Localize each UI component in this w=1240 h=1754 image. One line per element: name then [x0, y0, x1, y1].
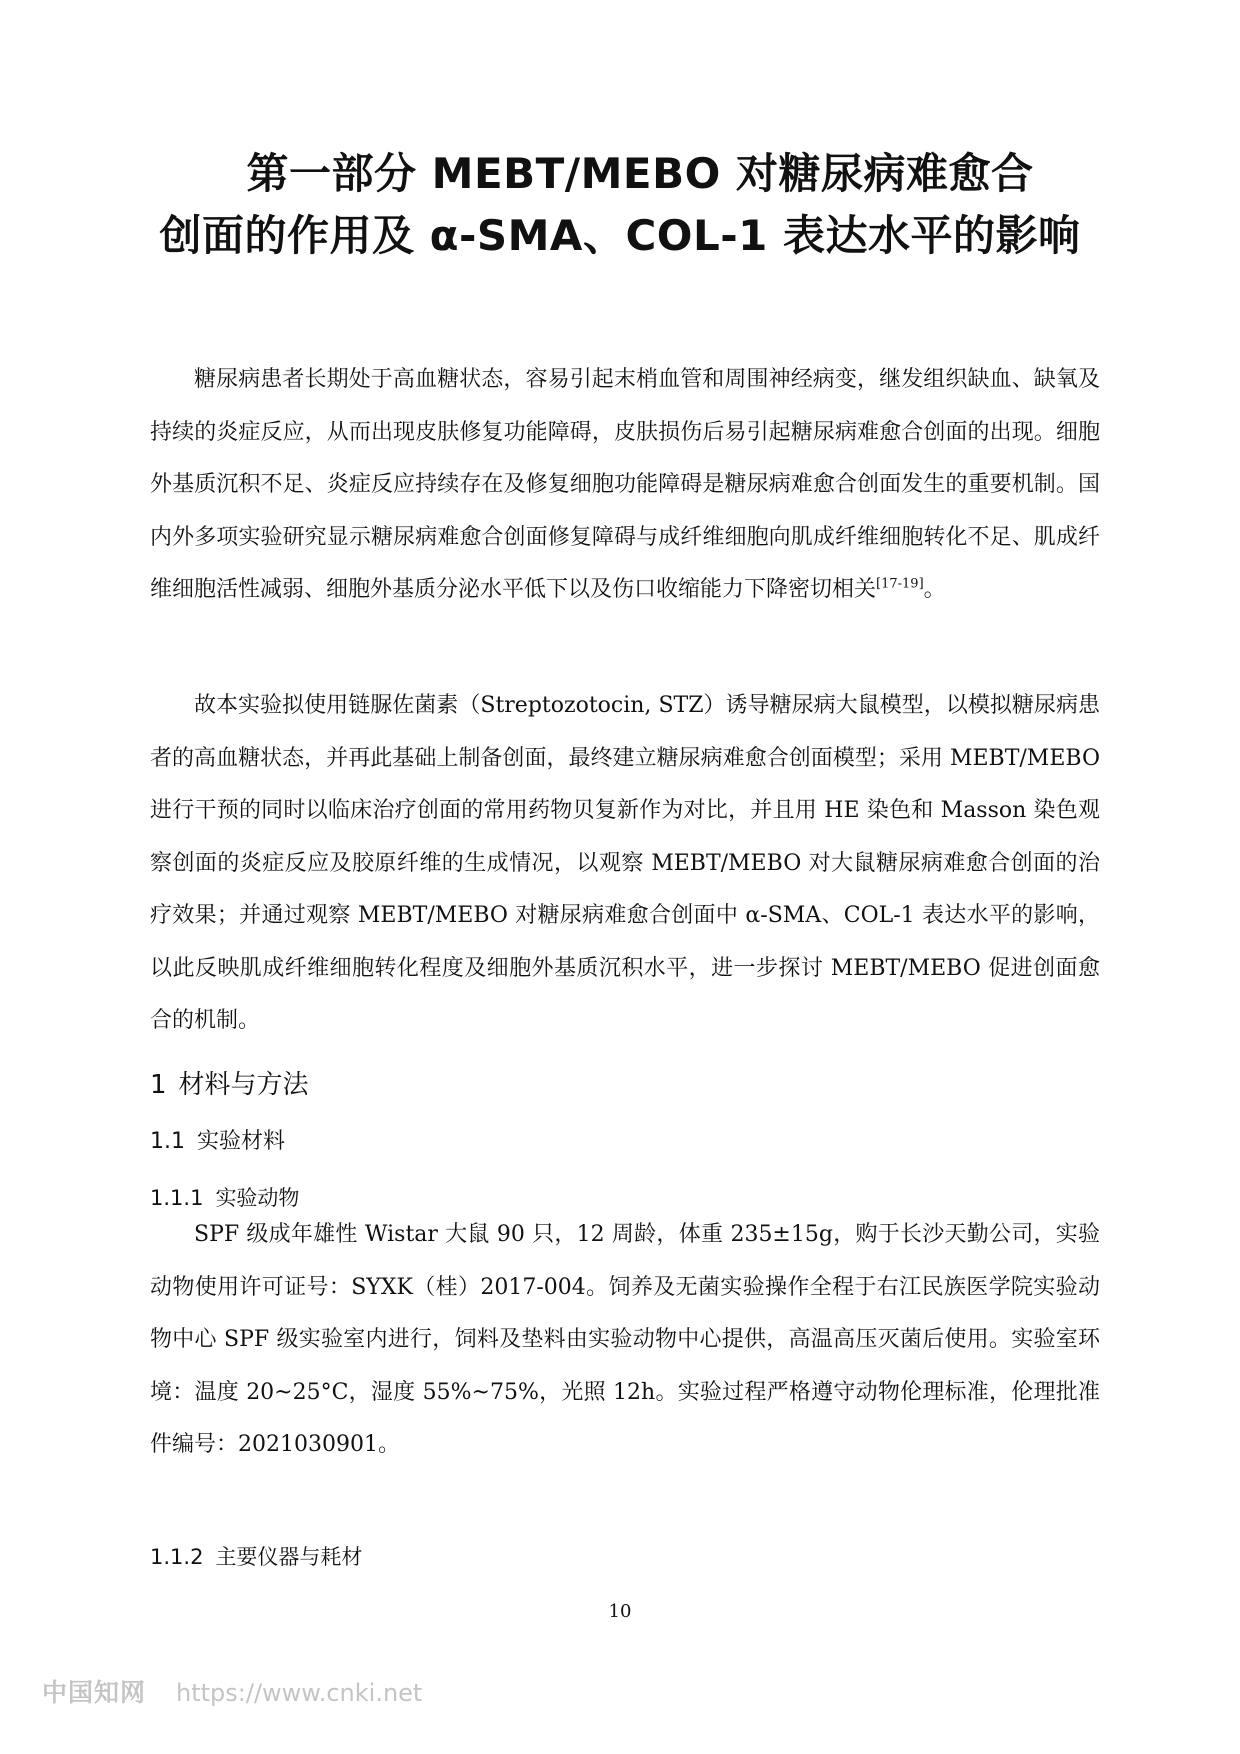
title-line-2: 创面的作用及 α-SMA、COL-1 表达水平的影响	[159, 211, 1081, 260]
section-number: 1.1.2	[150, 1545, 204, 1569]
intro-paragraph-1-end: 。	[923, 577, 946, 602]
watermark-url: https://www.cnki.net	[176, 1679, 423, 1707]
section-number: 1.1	[150, 1129, 185, 1154]
section-number: 1.1.1	[150, 1186, 204, 1210]
section-number: 1	[150, 1070, 167, 1100]
page-number: 10	[608, 1601, 632, 1622]
section-heading-1-1-2	[150, 1542, 362, 1572]
watermark-logo: 中国知网	[42, 1678, 147, 1707]
section-heading-1	[150, 1067, 309, 1103]
title-line-1: 第一部分 MEBT/MEBO 对糖尿病难愈合	[246, 149, 1034, 198]
cnki-watermark	[42, 1673, 422, 1709]
section-label: 材料与方法	[178, 1070, 309, 1100]
section-label: 主要仪器与耗材	[215, 1545, 363, 1569]
intro-paragraph-1-text: 糖尿病患者长期处于高血糖状态，容易引起末梢血管和周围神经病变，继发组织缺血、缺氧及持续的炎症反应，从而出现皮肤修复功能障碍，皮肤损伤后易引起糖尿病难愈合创面的出现。细胞外基质沉积不足、炎症反应持续存在及修复细胞功能障碍是糖尿病难愈合创面发生的重要机制。国内外多项实验研究显示糖尿病难愈合创面修复障碍与成纤维细胞向肌成纤维细胞转化不足、肌成纤维细胞活性减弱、细胞外基质分泌水平低下以及伤口收缩能力下降密切相关	[150, 367, 1100, 602]
section-label: 实验动物	[215, 1186, 300, 1210]
animals-paragraph: SPF 级成年雄性 Wistar 大鼠 90 只，12 周龄，体重 235±15g，购于长沙天勤公司，实验动物使用许可证号：SYXK（桂）2017-004。饲养及无菌实验操作全程于右江民族医学院实验动物中心 SPF 级实验室内进行，饲料及垫料由实验动物中心提供，高温高压灭菌后使用。实验室环境：温度 20~25°C，湿度 55%~75%，光照 12h。实验过程严格遵守动物伦理标准，伦理批准件编号：2021030901。	[150, 1222, 1100, 1457]
section-heading-1-1	[150, 1126, 285, 1158]
intro-paragraph-1	[150, 354, 1100, 617]
citation: [17-19]	[876, 576, 924, 592]
intro-paragraph-2: 故本实验拟使用链脲佐菌素（Streptozotocin, STZ）诱导糖尿病大鼠模型，以模拟糖尿病患者的高血糖状态，并再此基础上制备创面，最终建立糖尿病难愈合创面模型；采用 MEBT/MEBO 进行干预的同时以临床治疗创面的常用药物贝复新作为对比，并且用 HE 染色和 Masson 染色观察创面的炎症反应及胶原纤维的生成情况，以观察 MEBT/MEBO 对大鼠糖尿病难愈合创面的治疗效果；并通过观察 MEBT/MEBO 对糖尿病难愈合创面中 α-SMA、COL-1 表达水平的影响，以此反映肌成纤维细胞转化程度及细胞外基质沉积水平，进一步探讨 MEBT/MEBO 促进创面愈合的机制。	[150, 693, 1100, 1033]
section-label: 实验材料	[197, 1129, 286, 1154]
